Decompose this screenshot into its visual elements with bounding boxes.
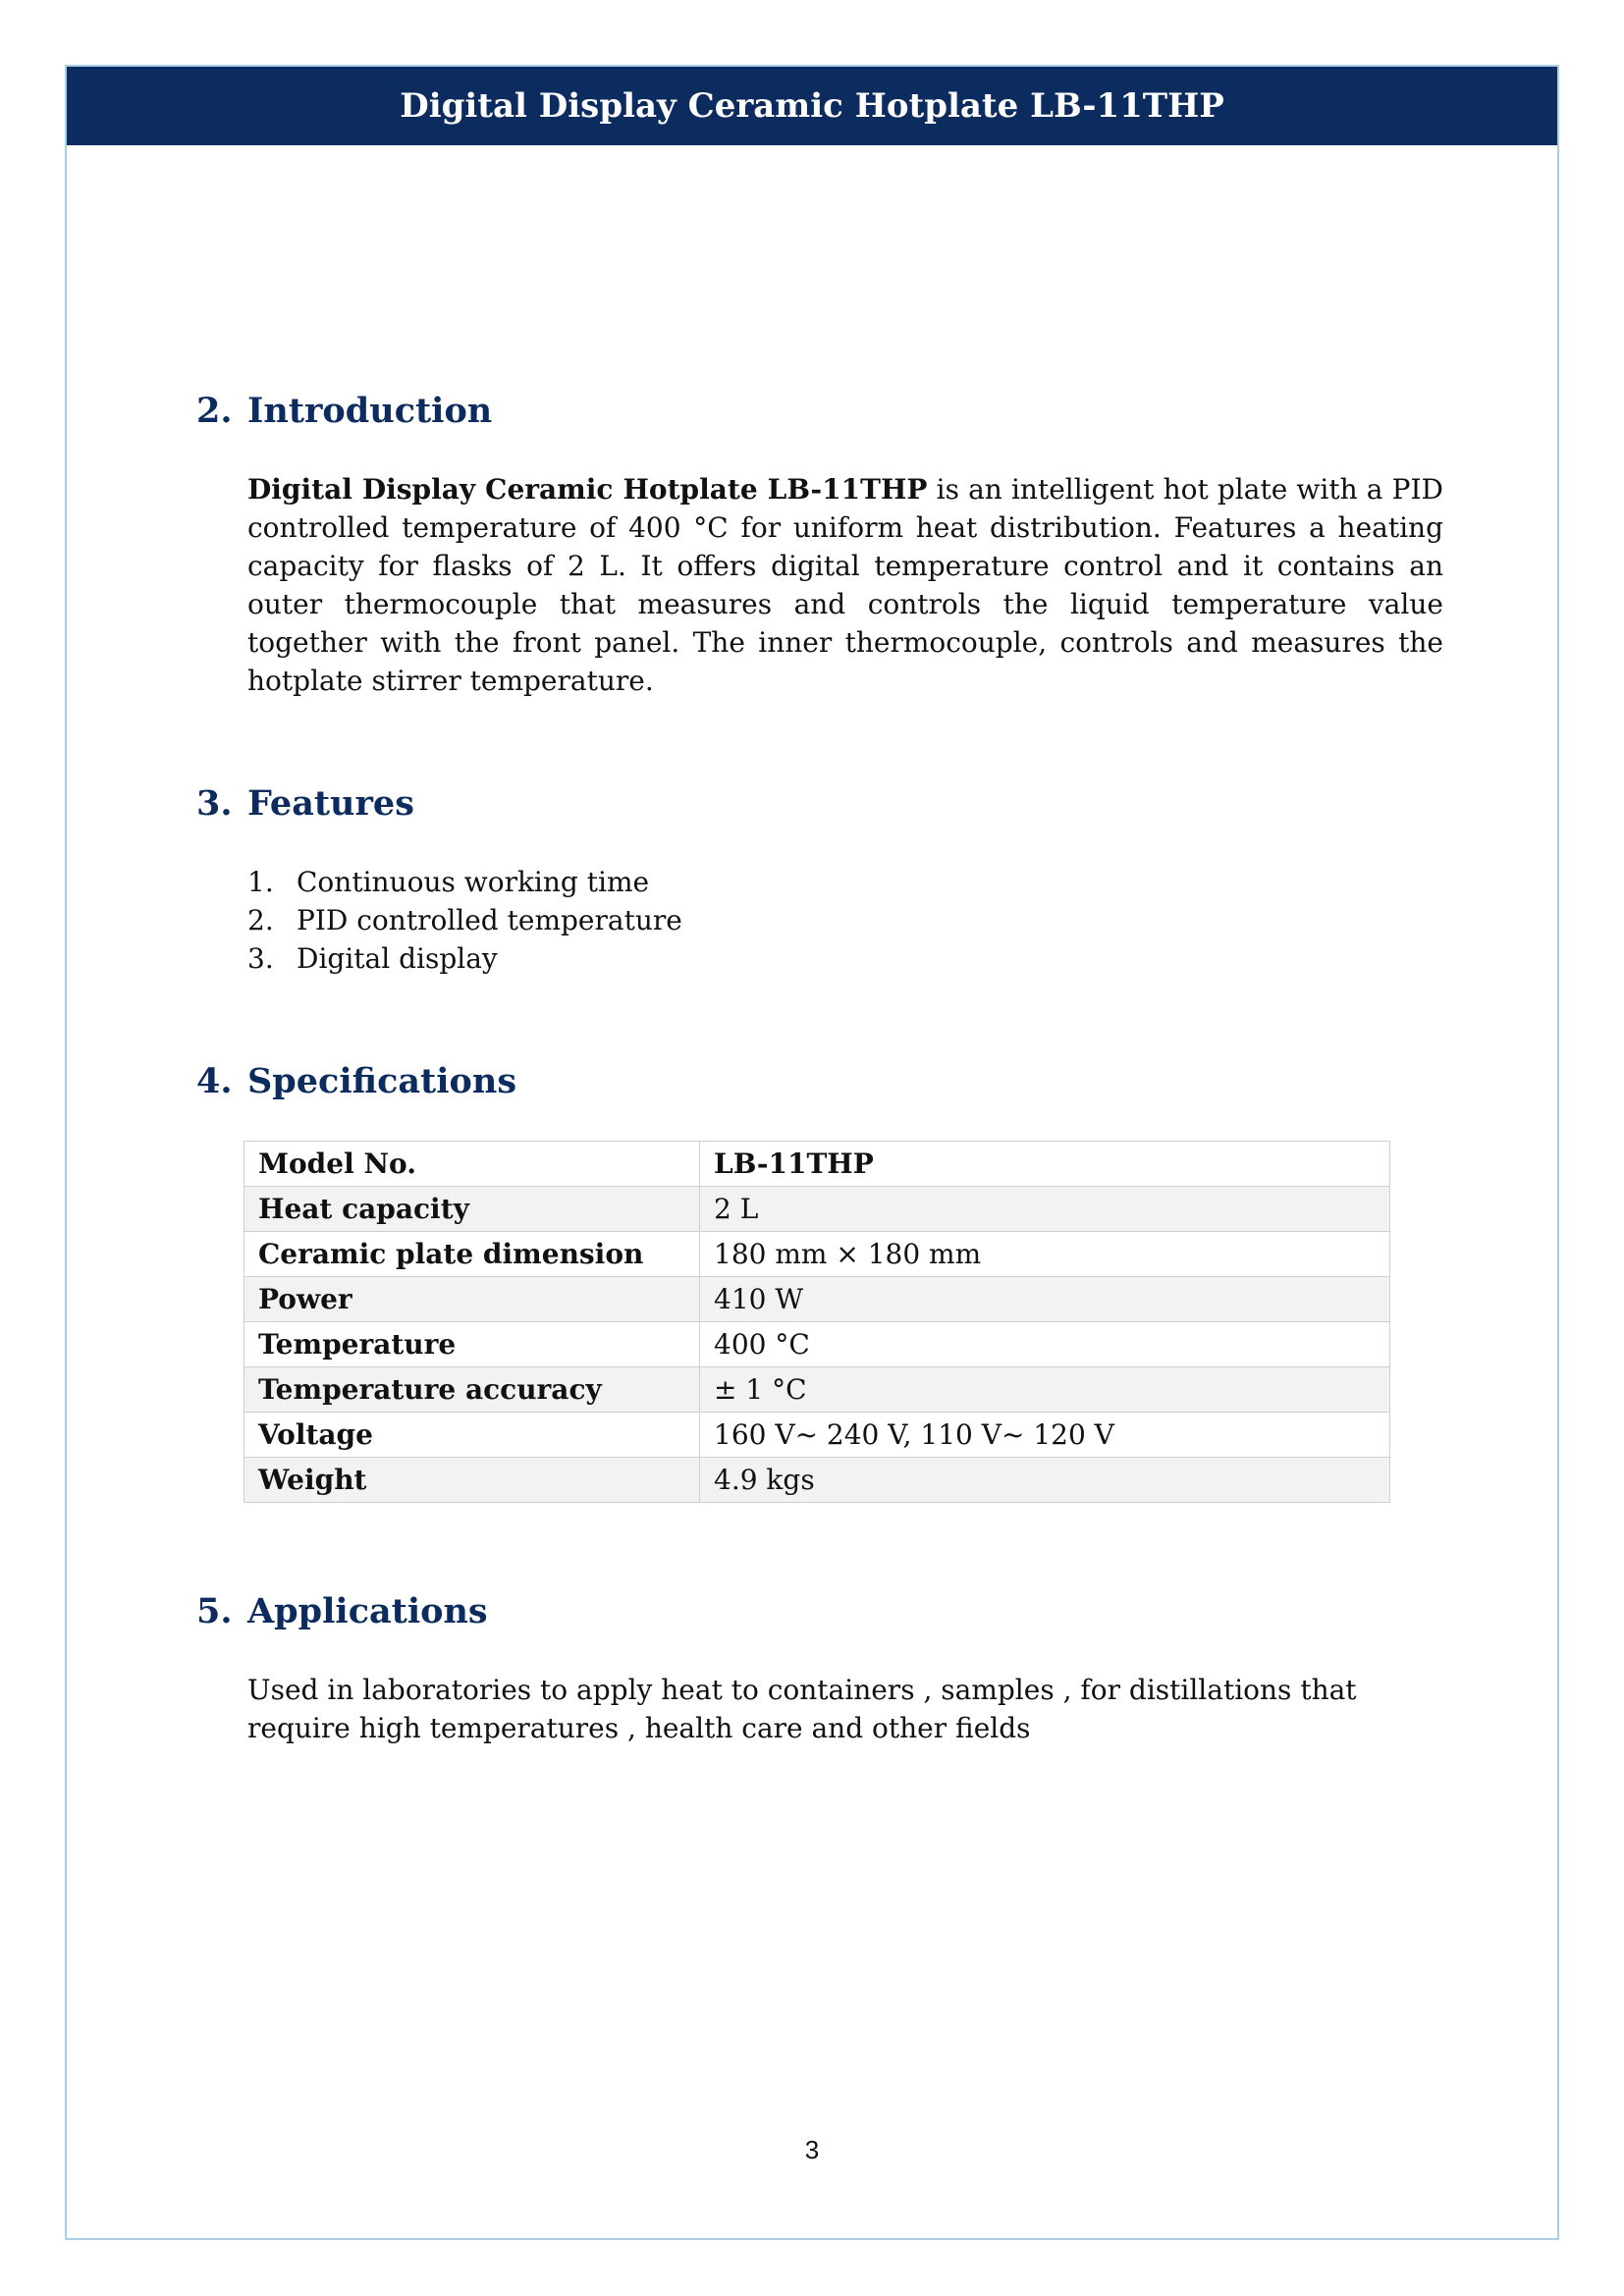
- list-item: [247, 901, 1443, 939]
- features-heading: [196, 783, 1443, 824]
- specifications-section: [196, 1061, 1443, 1503]
- table-row: [244, 1413, 1390, 1458]
- features-list: [247, 863, 1443, 978]
- list-number: 2.: [247, 904, 274, 936]
- specifications-table: [244, 1141, 1390, 1503]
- document-title: Digital Display Ceramic Hotplate LB-11THP: [400, 86, 1224, 126]
- table-row: [244, 1367, 1390, 1413]
- spec-key: Voltage: [244, 1413, 700, 1458]
- introduction-text: is an intelligent hot plate with a PID controlled temperature of 400 °C for uniform heat distribution. Features a heating capacity for flasks of 2 L. It offers digital temperature control and it contains an outer thermocouple that measures and controls the liquid temperature value together with the front panel. The inner thermocouple, controls and measures the hotplate stirrer temperature.: [247, 473, 1443, 697]
- section-number: 4.: [196, 1061, 233, 1101]
- section-number: 5.: [196, 1591, 233, 1631]
- page-number: 3: [804, 2135, 820, 2164]
- introduction-heading: [196, 391, 1443, 431]
- spec-key: Power: [244, 1277, 700, 1322]
- spec-key: Heat capacity: [244, 1187, 700, 1232]
- section-title: Specifications: [247, 1061, 517, 1101]
- product-name: Digital Display Ceramic Hotplate LB-11THP: [247, 473, 928, 506]
- spec-value: 4.9 kgs: [700, 1458, 1390, 1503]
- table-row: [244, 1458, 1390, 1503]
- list-text: Digital display: [297, 942, 498, 975]
- introduction-paragraph: [247, 470, 1443, 700]
- section-number: 3.: [196, 783, 233, 824]
- table-row: [244, 1232, 1390, 1277]
- introduction-section: [196, 391, 1443, 700]
- table-row: [244, 1142, 1390, 1187]
- list-number: 1.: [247, 866, 274, 898]
- applications-heading: [196, 1591, 1443, 1631]
- section-title: Introduction: [247, 391, 493, 431]
- spec-key: Temperature: [244, 1322, 700, 1367]
- applications-section: [196, 1591, 1443, 1747]
- spec-value: 160 V~ 240 V, 110 V~ 120 V: [700, 1413, 1390, 1458]
- section-number: 2.: [196, 391, 233, 431]
- document-title-bar: [67, 67, 1557, 145]
- section-title: Applications: [247, 1591, 488, 1631]
- list-text: PID controlled temperature: [297, 904, 682, 936]
- spec-key: Weight: [244, 1458, 700, 1503]
- spec-value: 410 W: [700, 1277, 1390, 1322]
- list-item: [247, 939, 1443, 978]
- table-row: [244, 1277, 1390, 1322]
- specifications-heading: [196, 1061, 1443, 1101]
- table-row: [244, 1187, 1390, 1232]
- spec-key: Temperature accuracy: [244, 1367, 700, 1413]
- spec-value: 2 L: [700, 1187, 1390, 1232]
- spec-key: Model No.: [244, 1142, 700, 1187]
- spec-value: LB-11THP: [700, 1142, 1390, 1187]
- spec-value: 400 °C: [700, 1322, 1390, 1367]
- list-number: 3.: [247, 942, 274, 975]
- spec-value: 180 mm × 180 mm: [700, 1232, 1390, 1277]
- section-title: Features: [247, 783, 414, 824]
- spec-key: Ceramic plate dimension: [244, 1232, 700, 1277]
- features-section: [196, 783, 1443, 978]
- table-row: [244, 1322, 1390, 1367]
- spec-value: ± 1 °C: [700, 1367, 1390, 1413]
- list-item: [247, 863, 1443, 901]
- applications-paragraph: Used in laboratories to apply heat to containers , samples , for distillations that require high temperatures , health care and other fields: [247, 1674, 1357, 1744]
- list-text: Continuous working time: [297, 866, 650, 898]
